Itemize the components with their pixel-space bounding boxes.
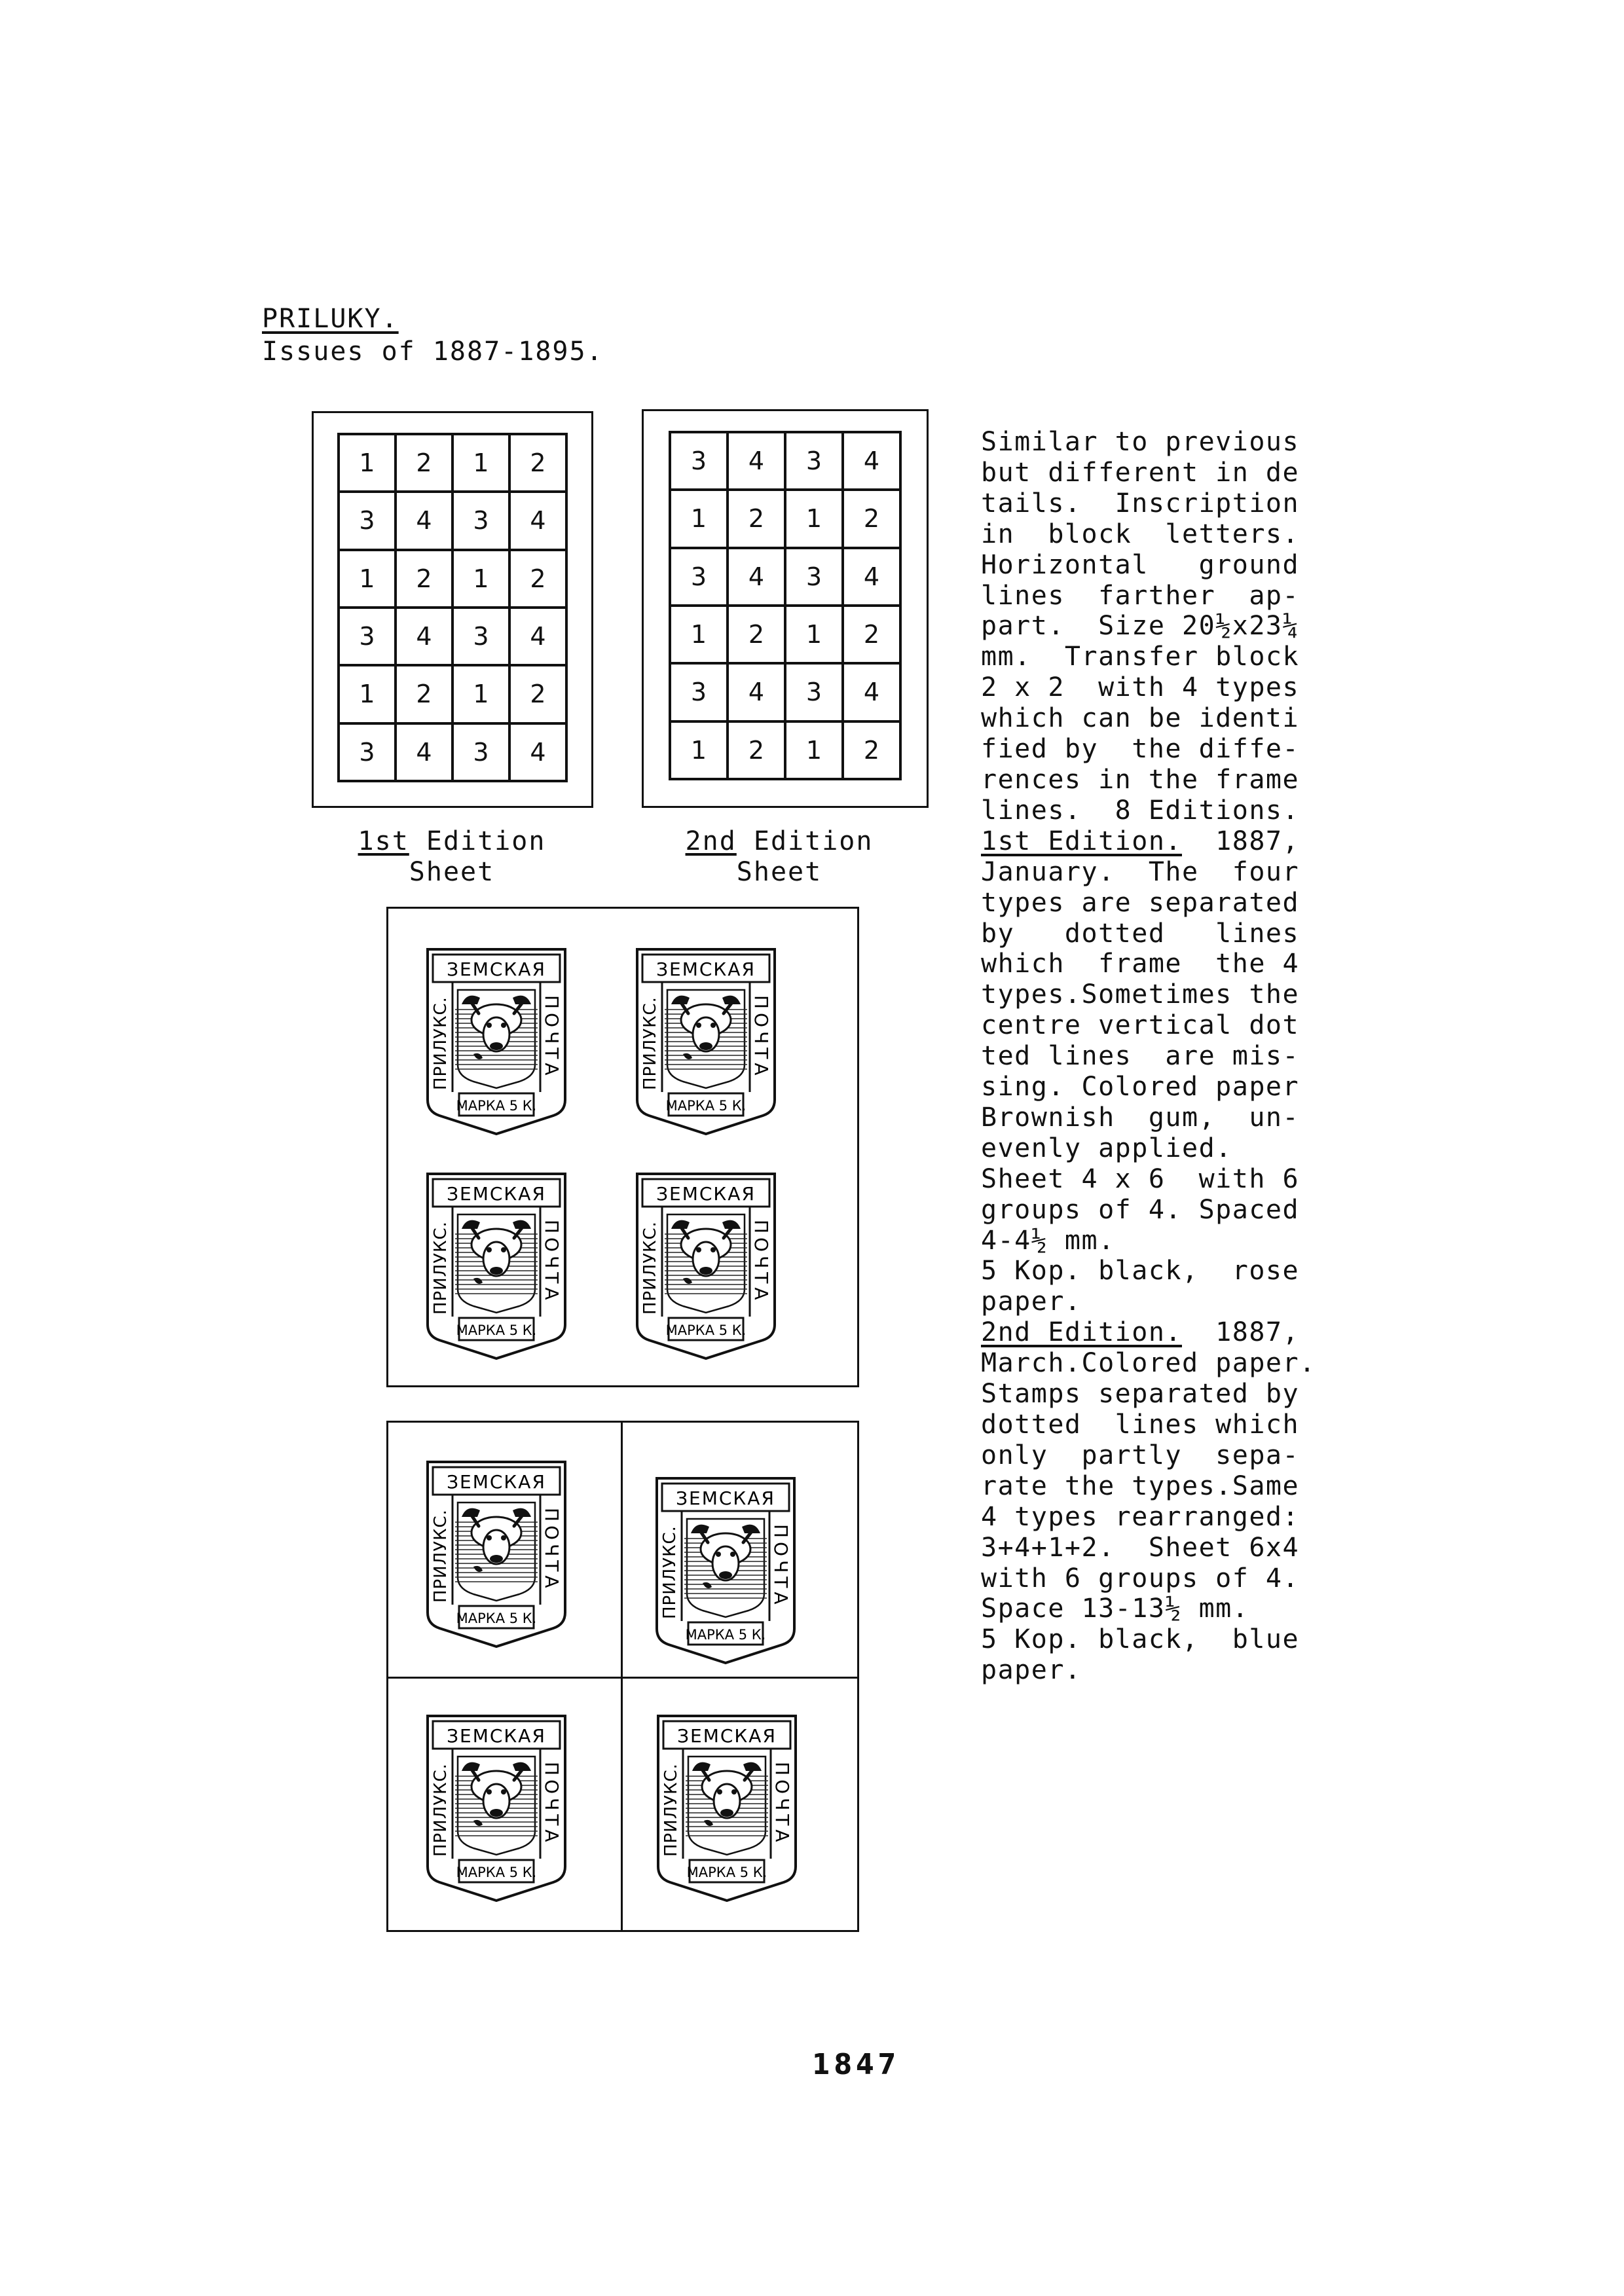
sheet-grid-2nd-edition [669,431,902,780]
description-line: part. Size 20½x23¼ [981,611,1300,642]
edition-date: 1887, [1181,1317,1300,1348]
stamp-top-inscription: ЗЕМСКАЯ [447,1471,546,1493]
stamp-image [645,1703,809,1906]
description-line: mm. Transfer block [981,642,1300,672]
grid-cell: 2 [396,550,452,608]
description-line: rate the types.Same [981,1470,1300,1501]
description-line: 3+4+1+2. Sheet 6x4 [981,1532,1300,1563]
stamp-left-inscription: ПРИЛУКС. [660,1525,680,1619]
caption-sheet: Sheet [409,857,495,887]
stamp-image [644,1465,807,1668]
description-line: only partly sepa- [981,1440,1300,1470]
stamp-left-inscription: ПРИЛУКС. [640,996,660,1090]
grid-cell: 4 [396,608,452,665]
description-line: rences in the frame [981,764,1300,795]
page-title: PRILUKY. [262,304,399,334]
description-line: sing. Colored paper [981,1072,1300,1102]
description-line: types.Sometimes the [981,979,1300,1010]
description-line: 4 types rearranged: [981,1501,1300,1532]
grid-cell: 4 [728,548,785,606]
stamp-left-inscription: ПРИЛУКС. [431,996,451,1090]
stamp-image [624,936,788,1139]
description-line: lines. 8 Editions. [981,795,1300,826]
description-line: fied by the diffe- [981,734,1300,765]
description-line: evenly applied. [981,1133,1232,1163]
description-line: lines farther ap- [981,580,1300,611]
grid-cell: 4 [843,548,900,606]
stamp-right-inscription: ПОЧТА [541,1762,563,1846]
description-line: Similar to previous [981,427,1300,457]
description-line: by dotted lines [981,918,1300,949]
grid-cell: 3 [339,492,396,549]
divider-horizontal [388,1677,857,1679]
grid-cell: 3 [785,663,843,721]
grid-cell: 4 [509,492,566,549]
grid-cell: 3 [452,723,509,781]
grid-cell: 4 [728,663,785,721]
description-line: Sheet 4 x 6 with 6 [981,1163,1300,1194]
description-line: Horizontal ground [981,549,1300,580]
grid-cell: 1 [785,721,843,779]
grid-cell: 3 [785,432,843,490]
stamp-bottom-inscription: МАРКА 5 К. [685,1627,766,1643]
grid-cell: 3 [785,548,843,606]
grid-cell: 2 [728,490,785,547]
stamp-right-inscription: ПОЧТА [541,1508,563,1592]
grid-cell: 2 [728,721,785,779]
stamp-right-inscription: ПОЧТА [770,1524,792,1609]
stamp-right-inscription: ПОЧТА [541,1220,563,1304]
stamp-block-2nd-edition [386,1421,859,1932]
grid-cell: 4 [843,432,900,490]
caption-sheet: Sheet [736,857,822,887]
grid-cell: 4 [843,663,900,721]
edition-label: 2nd Edition. [981,1317,1182,1348]
stamp-top-inscription: ЗЕМСКАЯ [656,958,756,980]
grid-cell: 3 [670,663,728,721]
grid-cell: 1 [339,665,396,723]
caption-1st-edition [327,826,576,888]
description-line: ted lines are mis- [981,1041,1300,1072]
description-line: Space 13-13½ mm. [981,1594,1249,1624]
description-line: 5 Kop. black, blue [981,1624,1300,1655]
stamp-right-inscription: ПОЧТА [750,1220,772,1304]
grid-cell: 2 [728,606,785,663]
grid-cell: 1 [452,434,509,492]
grid-cell: 1 [452,550,509,608]
page-subtitle: Issues of 1887-1895. [262,337,604,367]
caption-ordinal: 1st [358,826,409,856]
page-heading [262,302,604,368]
grid-cell: 1 [339,550,396,608]
grid-cell: 3 [452,608,509,665]
stamp-right-inscription: ПОЧТА [541,995,563,1080]
description-line: paper. [981,1655,1082,1686]
stamp-bottom-inscription: МАРКА 5 К. [456,1865,537,1880]
edition-2-header [981,1317,1348,1348]
description-line: January. The four [981,856,1300,887]
grid-cell: 1 [339,434,396,492]
stamp-left-inscription: ПРИЛУКС. [431,1509,451,1603]
stamp-top-inscription: ЗЕМСКАЯ [447,958,546,980]
grid-cell: 1 [785,490,843,547]
description-line: 2 x 2 with 4 types [981,672,1300,703]
stamp-image [415,1449,578,1652]
stamp-top-inscription: ЗЕМСКАЯ [656,1183,756,1205]
description-line: dotted lines which [981,1410,1300,1440]
grid-cell: 2 [843,606,900,663]
grid-cell: 2 [843,490,900,547]
grid-cell: 2 [843,721,900,779]
caption-edition: Edition [409,826,546,856]
edition-date: 1887, [1181,826,1300,856]
stamp-image [415,1703,578,1906]
grid-cell: 2 [396,665,452,723]
grid-cell: 1 [670,721,728,779]
grid-cell: 2 [509,434,566,492]
caption-edition: Edition [736,826,874,856]
description-line: in block letters. [981,519,1300,549]
stamp-top-inscription: ЗЕМСКАЯ [447,1183,546,1205]
grid-cell: 4 [396,492,452,549]
grid-cell: 4 [509,723,566,781]
description-text [981,427,1348,1686]
stamp-bottom-inscription: МАРКА 5 К. [665,1322,747,1338]
grid-cell: 4 [509,608,566,665]
stamp-top-inscription: ЗЕМСКАЯ [676,1487,775,1509]
caption-ordinal: 2nd [685,826,737,856]
stamp-left-inscription: ПРИЛУКС. [661,1763,681,1857]
stamp-bottom-inscription: МАРКА 5 К. [665,1098,747,1114]
stamp-top-inscription: ЗЕМСКАЯ [677,1725,777,1747]
description-line: Brownish gum, un- [981,1102,1300,1133]
stamp-bottom-inscription: МАРКА 5 К. [456,1322,537,1338]
stamp-left-inscription: ПРИЛУКС. [640,1221,660,1315]
description-line: which can be identi [981,703,1300,734]
stamp-image [415,936,578,1139]
grid-cell: 2 [396,434,452,492]
grid-cell: 4 [728,432,785,490]
stamp-left-inscription: ПРИЛУКС. [431,1221,451,1315]
stamp-block-1st-edition [386,907,859,1387]
stamp-image [624,1161,788,1364]
grid-cell: 4 [396,723,452,781]
description-line: centre vertical dot [981,1010,1300,1041]
page-number: 1847 [812,2048,900,2081]
description-line: which frame the 4 [981,949,1300,979]
description-line: types are separated [981,887,1300,918]
description-line: 4-4½ mm. [981,1225,1115,1256]
grid-cell: 1 [670,490,728,547]
description-line: March.Colored paper. [981,1348,1316,1379]
edition-label: 1st Edition. [981,826,1182,856]
grid-cell: 3 [452,492,509,549]
edition-1-header [981,826,1348,857]
description-line: 5 Kop. black, rose [981,1256,1300,1286]
stamp-image [415,1161,578,1364]
sheet-diagram-2nd-edition [642,409,929,808]
description-line: Stamps separated by [981,1379,1300,1410]
grid-cell: 3 [670,432,728,490]
grid-cell: 3 [339,723,396,781]
grid-cell: 2 [509,665,566,723]
grid-cell: 1 [670,606,728,663]
stamp-bottom-inscription: МАРКА 5 К. [456,1611,537,1626]
stamp-right-inscription: ПОЧТА [750,995,772,1080]
grid-cell: 3 [339,608,396,665]
grid-cell: 3 [670,548,728,606]
stamp-bottom-inscription: МАРКА 5 К. [686,1865,767,1880]
grid-cell: 1 [452,665,509,723]
description-line: tails. Inscription [981,488,1300,519]
stamp-bottom-inscription: МАРКА 5 К. [456,1098,537,1114]
sheet-grid-1st-edition [337,433,568,782]
stamp-top-inscription: ЗЕМСКАЯ [447,1725,546,1747]
description-line: but different in de [981,457,1300,488]
caption-2nd-edition [655,826,904,888]
description-line: groups of 4. Spaced [981,1194,1300,1225]
stamp-right-inscription: ПОЧТА [771,1762,793,1846]
grid-cell: 1 [785,606,843,663]
description-line: with 6 groups of 4. [981,1563,1300,1594]
description-line: paper. [981,1286,1082,1317]
sheet-diagram-1st-edition [312,411,593,808]
stamp-left-inscription: ПРИЛУКС. [431,1763,451,1857]
grid-cell: 2 [509,550,566,608]
